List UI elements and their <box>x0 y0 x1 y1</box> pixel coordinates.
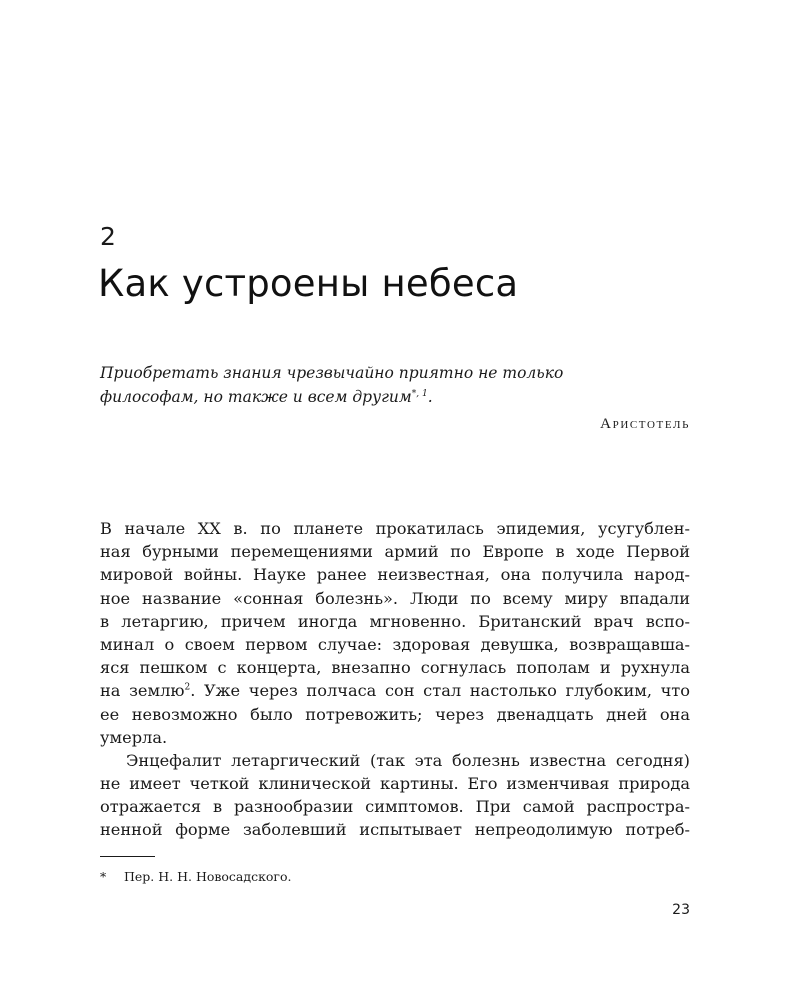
text-line: ее невозможно было потревожить; через двенадцать дней она <box>100 704 690 724</box>
endnote-marker[interactable]: 2 <box>184 682 191 693</box>
text-segment: . Уже через полчаса сон стал настолько глубоким, что <box>190 681 690 701</box>
text-line: Энцефалит летаргический (так эта болезнь известна сегодня) <box>126 750 690 770</box>
footnote-marker[interactable]: *, 1 <box>411 388 428 399</box>
footnote <box>100 868 291 886</box>
epigraph-text: философам, но также и всем другим <box>100 388 412 406</box>
text-line: минал о своем первом случае: здоровая девушка, возвращавша- <box>100 634 690 654</box>
footnote-text: Пер. Н. Н. Новосадского. <box>124 869 292 884</box>
text-line: мировой войны. Науке ранее неизвестная, она получила народ- <box>100 565 690 585</box>
text-segment: на землю <box>100 681 185 701</box>
body-text <box>100 517 690 842</box>
epigraph-period: . <box>427 388 433 406</box>
footnote-mark: * <box>100 869 107 884</box>
epigraph-line: Приобретать знания чрезвычайно приятно не только <box>100 364 564 382</box>
text-line: ненной форме заболевший испытывает непреодолимую потреб- <box>100 820 690 840</box>
page-number: 23 <box>672 902 690 918</box>
footnote-divider <box>100 856 155 857</box>
text-line: умерла. <box>100 727 168 747</box>
chapter-number: 2 <box>100 222 116 251</box>
text-line: не имеет четкой клинической картины. Его изменчивая природа <box>100 774 690 794</box>
text-line: ное название «сонная болезнь». Люди по всему миру впадали <box>100 588 690 608</box>
text-line: в летаргию, причем иногда мгновенно. Британский врач вспо- <box>100 611 690 631</box>
text-line: отражается в разнообразии симптомов. При самой распростра- <box>100 797 690 817</box>
epigraph-author: Аристотель <box>600 416 690 432</box>
epigraph <box>100 361 620 409</box>
text-line <box>100 679 690 702</box>
epigraph-line <box>100 385 620 409</box>
text-line: В начале XX в. по планете прокатилась эпидемия, усугублен- <box>100 519 690 538</box>
text-line: яся пешком с концерта, внезапно согнулась пополам и рухнула <box>100 658 690 678</box>
text-line: ная бурными перемещениями армий по Европе в ходе Первой <box>100 542 690 562</box>
chapter-title: Как устроены небеса <box>98 262 519 305</box>
